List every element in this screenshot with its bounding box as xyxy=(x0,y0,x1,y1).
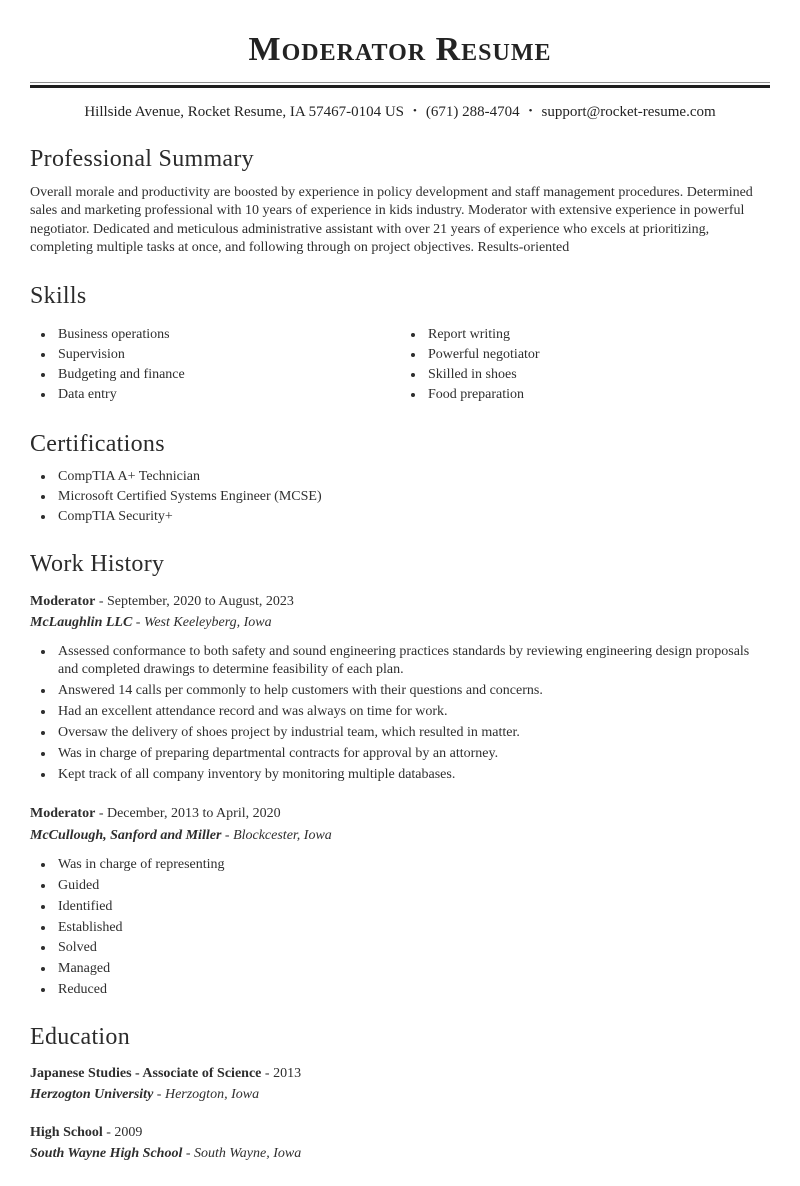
section-work-history xyxy=(30,551,770,999)
job-title-line xyxy=(30,805,770,823)
certification-item: • CompTIA A+ Technician xyxy=(55,468,770,486)
school-location: South Wayne, Iowa xyxy=(194,1146,302,1162)
skill-item: • Report writing xyxy=(425,326,770,344)
job-location: West Keeleyberg, Iowa xyxy=(143,614,272,630)
degree-line xyxy=(30,1124,770,1142)
education-entry xyxy=(30,1124,770,1163)
section-education xyxy=(30,1024,770,1163)
bullet-separator-icon: • xyxy=(413,105,417,118)
school-line xyxy=(30,1086,770,1104)
job-duty-item: • Was in charge of representing xyxy=(55,856,770,874)
title-divider xyxy=(30,82,770,88)
job-duty-item: • Guided xyxy=(55,877,770,895)
job-title-line xyxy=(30,593,770,611)
email-text: support@rocket-resume.com xyxy=(541,104,716,121)
degree-name: High School xyxy=(30,1125,103,1141)
contact-line xyxy=(30,104,770,121)
certification-item: • Microsoft Certified Systems Engineer (MCSE) xyxy=(55,488,770,506)
job-title: Moderator xyxy=(30,593,96,609)
graduation-year: 2009 xyxy=(114,1125,143,1141)
job-company: McCullough, Sanford and Miller xyxy=(30,827,222,843)
job-duty-item: • Reduced xyxy=(55,981,770,999)
skill-item: • Skilled in shoes xyxy=(425,366,770,384)
school-name: South Wayne High School xyxy=(30,1146,183,1162)
dash-separator: - xyxy=(185,1146,191,1162)
job-duties-list xyxy=(30,856,770,999)
job-duty-item: • Oversaw the delivery of shoes project by industrial team, which resulted in matter. xyxy=(55,724,770,742)
job-duty-item: • Solved xyxy=(55,939,770,957)
school-name: Herzogton University xyxy=(30,1086,154,1102)
job-duty-item: • Kept track of all company inventory by monitoring multiple databases. xyxy=(55,766,770,784)
job-duty-item: • Was in charge of preparing departmental contracts for approval by an attorney. xyxy=(55,745,770,763)
job-entry xyxy=(30,805,770,999)
degree-name: Japanese Studies - Associate of Science xyxy=(30,1065,262,1081)
address-text: Hillside Avenue, Rocket Resume, IA 57467-0104 US xyxy=(84,104,405,121)
skill-item: • Budgeting and finance xyxy=(55,366,400,384)
dash-separator: - xyxy=(98,806,104,822)
section-skills xyxy=(30,283,770,406)
skill-item: • Business operations xyxy=(55,326,400,344)
job-title: Moderator xyxy=(30,806,96,822)
job-duty-item: • Assessed conformance to both safety and sound engineering practices standards by reviewing engineering design proposals and completed drawings to determine feasibility of each plan. xyxy=(55,643,770,679)
skills-heading: Skills xyxy=(30,282,87,309)
skills-columns xyxy=(30,320,770,406)
job-duty-item: • Managed xyxy=(55,960,770,978)
job-company-line xyxy=(30,827,770,845)
work-history-heading: Work History xyxy=(30,551,165,578)
job-location: Blockcester, Iowa xyxy=(233,827,332,843)
section-certifications xyxy=(30,431,770,526)
job-company-line xyxy=(30,614,770,632)
school-location: Herzogton, Iowa xyxy=(164,1086,260,1102)
job-company: McLaughlin LLC xyxy=(30,614,133,630)
phone-text: (671) 288-4704 xyxy=(425,104,520,121)
resume-header xyxy=(30,30,770,121)
job-duty-item: • Had an excellent attendance record and was always on time for work. xyxy=(55,703,770,721)
dash-separator: - xyxy=(106,1125,111,1141)
education-heading: Education xyxy=(30,1024,131,1051)
graduation-year: 2013 xyxy=(273,1065,302,1081)
dash-separator: - xyxy=(135,614,141,630)
job-dates: September, 2020 to August, 2023 xyxy=(106,593,294,609)
skill-item: • Food preparation xyxy=(425,386,770,404)
job-duties-list xyxy=(30,643,770,783)
skill-item: • Powerful negotiator xyxy=(425,346,770,364)
education-entry xyxy=(30,1065,770,1104)
bullet-separator-icon: • xyxy=(528,105,533,118)
skill-item: • Data entry xyxy=(55,386,400,404)
degree-line xyxy=(30,1065,770,1083)
certifications-heading: Certifications xyxy=(30,430,165,457)
page-title: Moderator Resume xyxy=(248,31,552,68)
skills-list-column-1 xyxy=(30,326,400,406)
dash-separator: - xyxy=(264,1065,270,1081)
certification-item: • CompTIA Security+ xyxy=(55,508,770,526)
job-duty-item: • Answered 14 calls per commonly to help customers with their questions and concerns. xyxy=(55,682,770,700)
dash-separator: - xyxy=(98,593,104,609)
certifications-list xyxy=(30,468,770,526)
skill-item: • Supervision xyxy=(55,346,400,364)
section-professional-summary xyxy=(30,146,770,257)
school-line xyxy=(30,1145,770,1163)
summary-text: Overall morale and productivity are boosted by experience in policy development and staff management procedures. Determined sales and marketing professional with 10 years of experience in kids industry. Moderator with extensive experience in powerful negotiator. Dedicated and meticulous administrative assistant with over 21 years of experience who excels at prioritizing, completing multiple tasks at once, and following through on project objectives. Results-oriented xyxy=(30,184,753,256)
job-entry xyxy=(30,593,770,784)
dash-separator: - xyxy=(156,1086,162,1102)
job-duty-item: • Identified xyxy=(55,898,770,916)
skills-list-column-2 xyxy=(400,326,770,406)
dash-separator: - xyxy=(224,827,230,843)
summary-heading: Professional Summary xyxy=(30,146,254,173)
job-dates: December, 2013 to April, 2020 xyxy=(106,806,281,822)
job-duty-item: • Established xyxy=(55,919,770,937)
